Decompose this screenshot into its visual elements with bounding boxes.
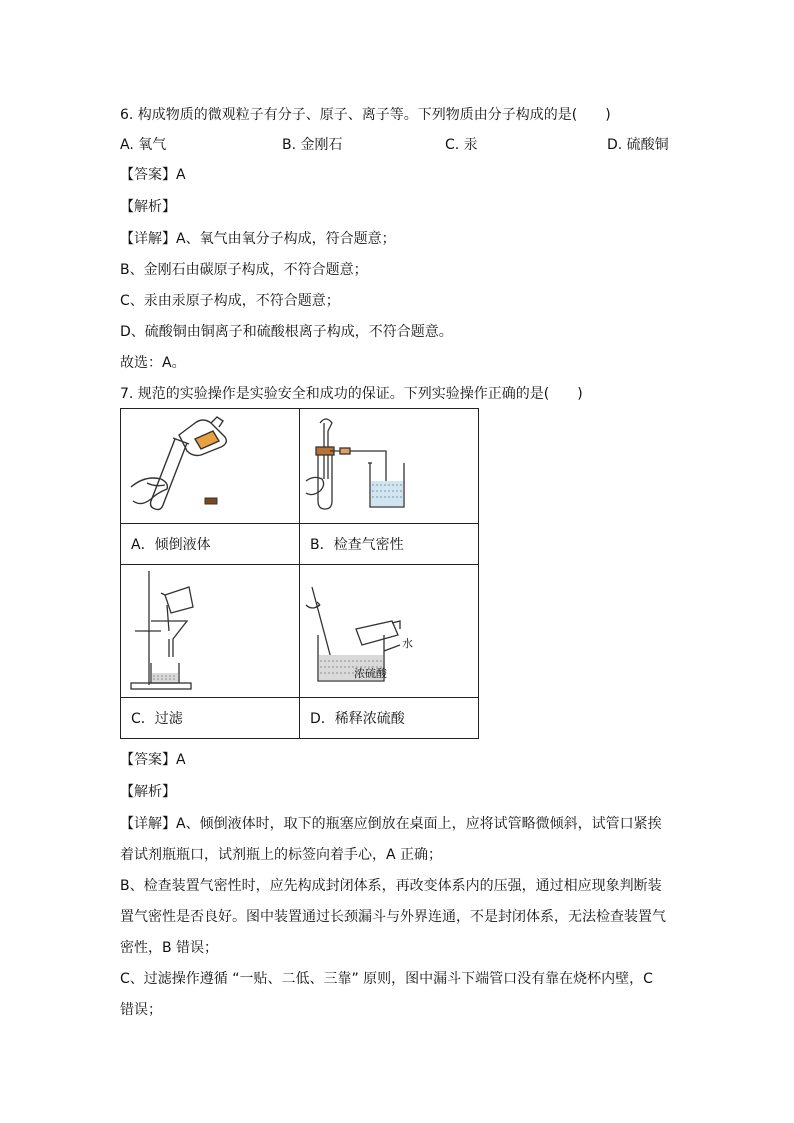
filtration-diagram [121, 565, 299, 697]
question-7-stem: 7. 规范的实验操作是实验安全和成功的保证。下列实验操作正确的是( ) [120, 386, 583, 402]
q6-option-c: C. 汞 [445, 137, 478, 153]
q7-detail-7: 错误； [120, 1002, 162, 1018]
q7-detail-5: 密性，B 错误； [120, 940, 219, 956]
q6-analysis-label: 【解析】 [120, 199, 176, 215]
acid-label: 浓硫酸 [354, 667, 387, 680]
q6-detail-1: 【详解】A、氧气由氧分子构成，符合题意； [120, 231, 396, 247]
q6-option-d: D. 硫酸铜 [607, 137, 669, 153]
q7-analysis-label: 【解析】 [120, 784, 176, 800]
pouring-liquid-diagram [121, 409, 299, 523]
airtightness-check-diagram [300, 409, 478, 523]
q6-conclusion: 故选：A。 [120, 355, 186, 371]
q7-options-table [120, 408, 479, 739]
option-d-illustration [300, 565, 479, 698]
q6-option-b: B. 金刚石 [282, 137, 343, 153]
water-label: 水 [402, 637, 413, 650]
option-a-illustration [121, 409, 300, 524]
option-b-illustration [300, 409, 479, 524]
option-b-caption: B．检查气密性 [300, 524, 479, 565]
q6-detail-3: C、汞由汞原子构成，不符合题意； [120, 293, 340, 309]
question-6-stem: 6. 构成物质的微观粒子有分子、原子、离子等。下列物质由分子构成的是( ) [120, 107, 611, 123]
q7-detail-2: 着试剂瓶瓶口，试剂瓶上的标签向着手心，A 正确； [120, 847, 443, 863]
q7-detail-1: 【详解】A、倾倒液体时，取下的瓶塞应倒放在桌面上，应将试管略微倾斜，试管口紧挨 [120, 816, 662, 832]
q7-answer: 【答案】A [120, 752, 186, 768]
q6-detail-2: B、金刚石由碳原子构成，不符合题意； [120, 262, 368, 278]
q6-detail-4: D、硫酸铜由铜离子和硫酸根离子构成，不符合题意。 [120, 324, 453, 340]
q7-detail-3: B、检查装置气密性时，应先构成封闭体系，再改变体系内的压强，通过相应现象判断装 [120, 878, 662, 894]
dilution-diagram [300, 565, 478, 697]
q7-detail-6: C、过滤操作遵循 “一贴、二低、三靠” 原则，图中漏斗下端管口没有靠在烧杯内壁，C [120, 971, 653, 987]
option-c-caption: C．过滤 [121, 698, 300, 739]
q6-answer: 【答案】A [120, 167, 186, 183]
option-c-illustration [121, 565, 300, 698]
option-d-caption: D．稀释浓硫酸 [300, 698, 479, 739]
q6-option-a: A. 氧气 [120, 137, 167, 153]
option-a-caption: A．倾倒液体 [121, 524, 300, 565]
q7-detail-4: 置气密性是否良好。图中装置通过长颈漏斗与外界连通，不是封闭体系，无法检查装置气 [120, 909, 666, 925]
